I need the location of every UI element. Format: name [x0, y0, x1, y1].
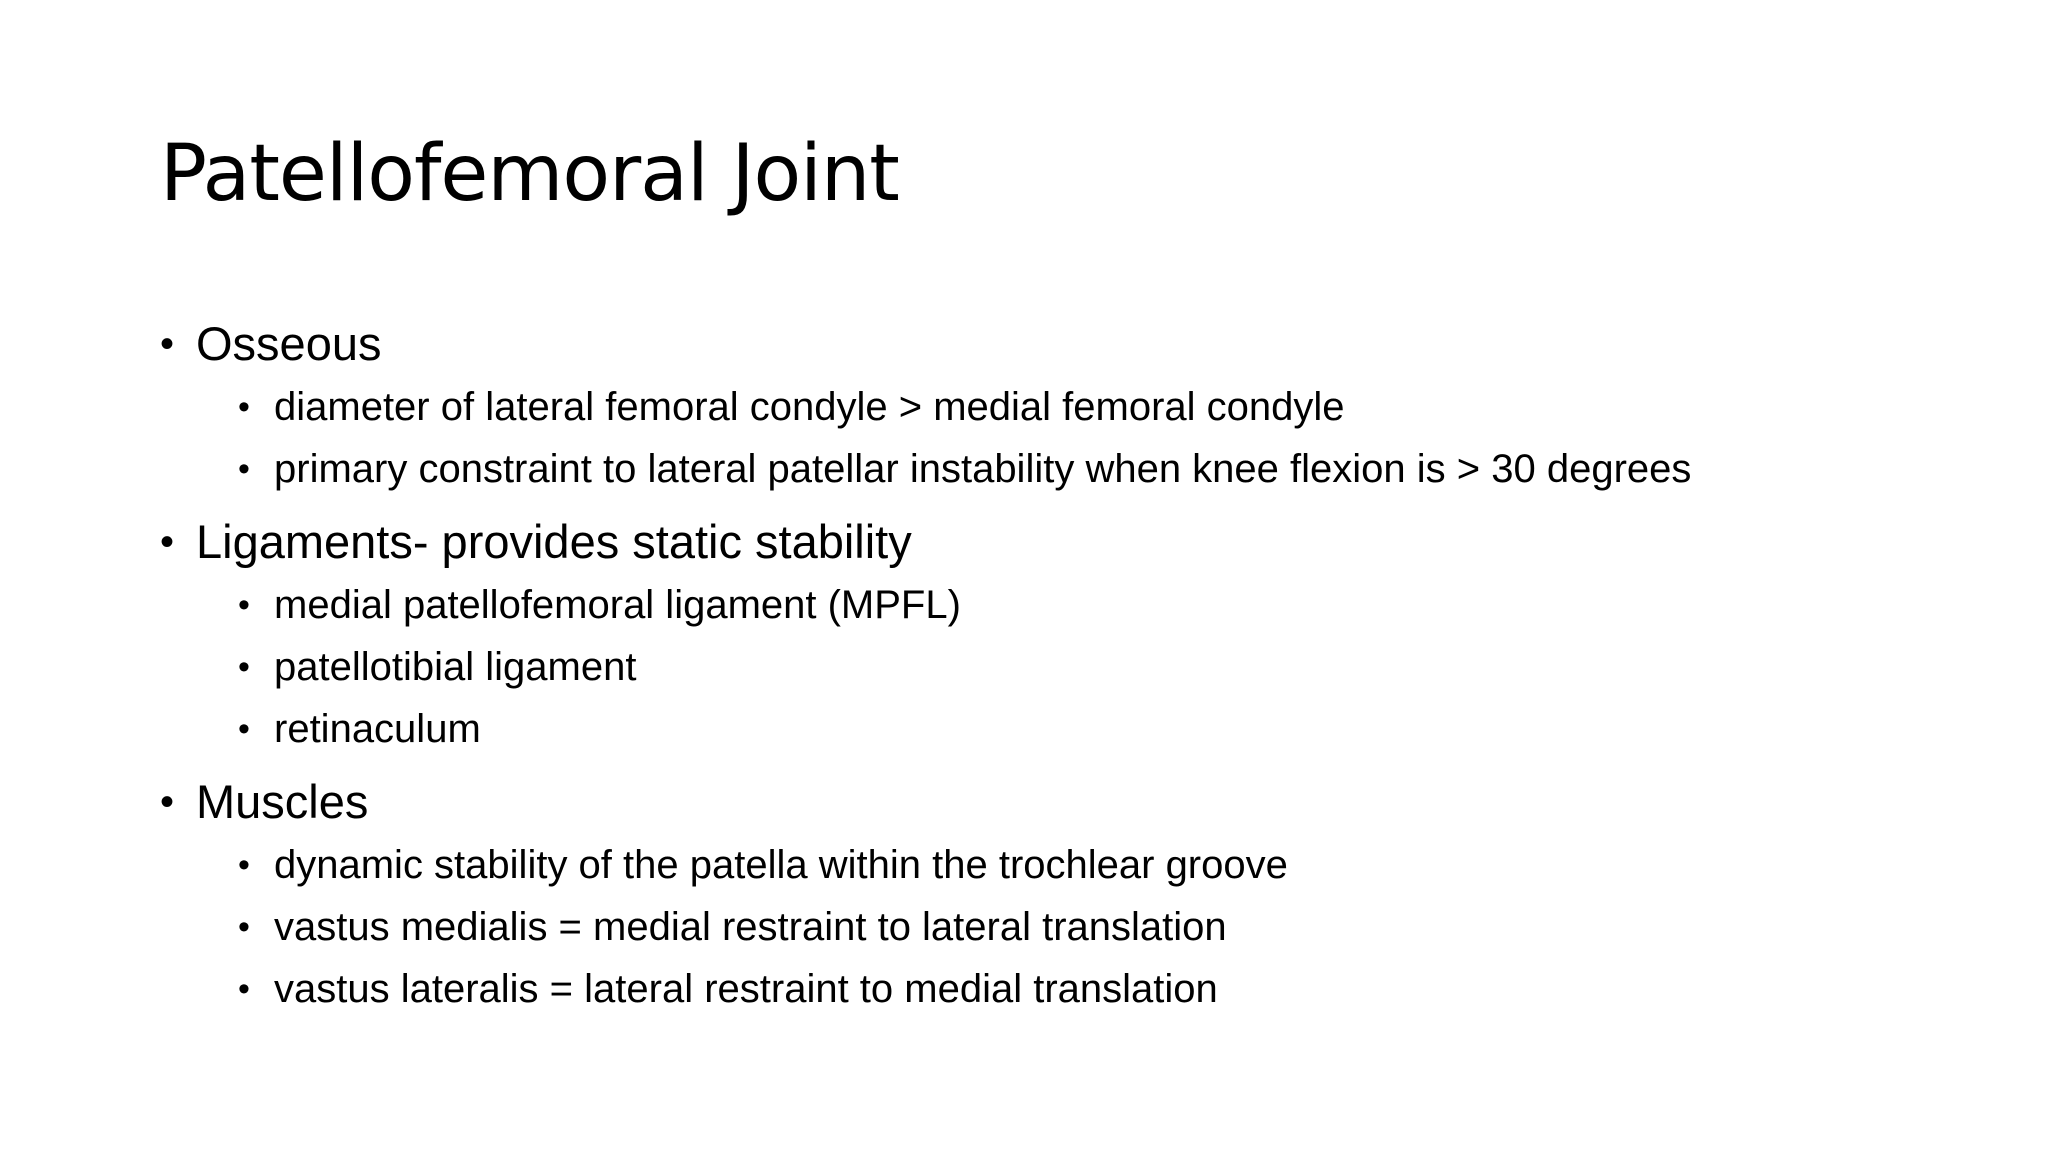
bullet-icon: •: [238, 970, 250, 1008]
sub-bullet: [238, 438, 1960, 500]
sub-bullet-text: retinaculum: [274, 707, 481, 751]
sub-bullet-text: vastus medialis = medial restraint to lateral translation: [274, 905, 1227, 949]
bullet-text: Muscles: [196, 775, 369, 828]
sub-bullet: [238, 698, 1960, 760]
sub-bullet-text: diameter of lateral femoral condyle > medial femoral condyle: [274, 385, 1345, 429]
bullet-icon: •: [160, 520, 175, 564]
bullet-icon: •: [160, 780, 175, 824]
bullet-icon: •: [160, 322, 175, 366]
bullet-muscles: [160, 770, 1960, 834]
bullet-icon: •: [238, 710, 250, 748]
bullet-icon: •: [238, 450, 250, 488]
sub-bullet-text: primary constraint to lateral patellar instability when knee flexion is > 30 degrees: [274, 447, 1692, 491]
sub-bullet: [238, 958, 1960, 1020]
bullet-icon: •: [238, 648, 250, 686]
bullet-osseous: [160, 312, 1960, 376]
sub-bullet: [238, 834, 1960, 896]
sub-bullet-text: vastus lateralis = lateral restraint to medial translation: [274, 967, 1218, 1011]
bullet-icon: •: [238, 388, 250, 426]
sub-bullet: [238, 636, 1960, 698]
sub-bullet: [238, 574, 1960, 636]
sub-bullet-text: patellotibial ligament: [274, 645, 637, 689]
bullet-icon: •: [238, 846, 250, 884]
bullet-icon: •: [238, 908, 250, 946]
bullet-text: Ligaments- provides static stability: [196, 515, 912, 568]
bullet-list: [160, 312, 1960, 1020]
bullet-icon: •: [238, 586, 250, 624]
bullet-ligaments: [160, 510, 1960, 574]
sub-bullet: [238, 896, 1960, 958]
sub-bullet-text: dynamic stability of the patella within the trochlear groove: [274, 843, 1288, 887]
slide-title: Patellofemoral Joint: [160, 129, 899, 219]
sub-bullet: [238, 376, 1960, 438]
sub-bullet-text: medial patellofemoral ligament (MPFL): [274, 583, 961, 627]
bullet-text: Osseous: [196, 317, 382, 370]
